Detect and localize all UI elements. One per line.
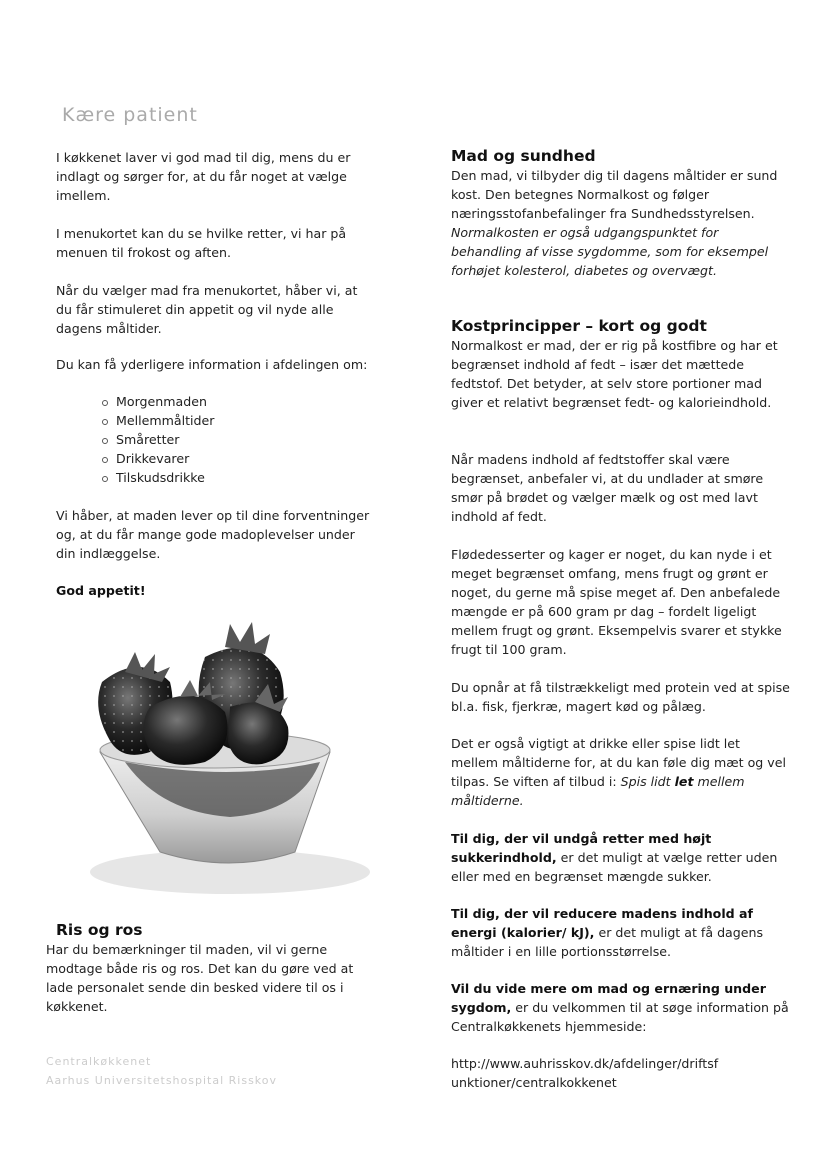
footer-line-2: Aarhus Universitetshospital Risskov — [46, 1074, 278, 1087]
list-item: Mellemmåltider — [102, 411, 214, 430]
kostprincipper-heading: Kostprincipper – kort og godt — [451, 317, 707, 335]
mad-og-sundhed-section — [451, 166, 791, 280]
closing-text: God appetit! — [56, 583, 146, 598]
kostprincipper-paragraph-5: Det er også vigtigt at drikke eller spise lidt let mellem måltiderne for, at du kan føle dig mæt og vel tilpas. Se viften af tilbud i: Spis lidt let mellem måltiderne. — [451, 736, 786, 808]
kostprincipper-paragraph-2: Når madens indhold af fedtstoffer skal være begrænset, anbefaler vi, at du undlader at smøre smør på brødet og vælger mælk og ost med lavt indhold af fedt. — [451, 452, 764, 524]
ris-og-ros-heading: Ris og ros — [56, 921, 143, 939]
appetite-paragraph: Når du vælger mad fra menukortet, håber vi, at du får stimuleret din appetit og vil nyde alle dagens måltider. — [56, 283, 358, 336]
vide-mere-paragraph: Vil du vide mere om mad og ernæring under sygdom, er du velkommen til at søge information på Centralkøkkenets hjemmeside: — [451, 981, 789, 1034]
kostprincipper-paragraph-3: Flødedesserter og kager er noget, du kan nyde i et meget begrænset omfang, mens frugt og grønt er noget, du gerne må spise meget af. Den anbefalede mængde er på 600 gram pr dag – fordelt ligeligt mellem frugt og grønt. Eksempelvis svarer et stykke frugt til 100 gram. — [451, 547, 782, 657]
sukker-paragraph: Til dig, der vil undgå retter med højt sukkerindhold, er det muligt at vælge retter uden eller med en begrænset mængde sukker. — [451, 831, 778, 884]
list-item: Tilskudsdrikke — [102, 468, 214, 487]
hope-paragraph: Vi håber, at maden lever op til dine forventninger og, at du får mange gode madoplevelser under din indlæggelse. — [56, 508, 370, 561]
intro-paragraph: I køkkenet laver vi god mad til dig, mens du er indlagt og sørger for, at du får noget at vælge imellem. — [56, 150, 351, 203]
list-item: Drikkevarer — [102, 449, 214, 468]
bullet-icon — [102, 438, 108, 444]
mad-og-sundhed-italic: Normalkosten er også udgangspunktet for behandling af visse sygdomme, som for eksempel forhøjet kolesterol, diabetes og overvægt. — [451, 225, 769, 278]
list-item: Småretter — [102, 430, 214, 449]
mad-og-sundhed-heading: Mad og sundhed — [451, 147, 596, 165]
info-paragraph: Du kan få yderligere information i afdelingen om: — [56, 357, 368, 372]
mad-og-sundhed-text: Den mad, vi tilbyder dig til dagens måltider er sund kost. Den betegnes Normalkost og følger næringsstofanbefalinger fra Sundhedsstyrelsen. — [451, 168, 778, 221]
bullet-icon — [102, 419, 108, 425]
energi-paragraph: Til dig, der vil reducere madens indhold af energi (kalorier/ kJ), er det muligt at få dagens måltider i en lille portionsstørrelse. — [451, 906, 764, 959]
kostprincipper-paragraph-1: Normalkost er mad, der er rig på kostfibre og har et begrænset indhold af fedt – især det mættede fedtstof. Det betyder, at selv store portioner mad giver et relativt begrænset fedt- og kalorieindhold. — [451, 338, 778, 410]
website-link[interactable]: http://www.auhrisskov.dk/afdelinger/driftsfunktioner/centralkokkenet — [451, 1056, 719, 1090]
menu-paragraph: I menukortet kan du se hvilke retter, vi har på menuen til frokost og aften. — [56, 226, 347, 260]
bullet-icon — [102, 457, 108, 463]
bullet-icon — [102, 476, 108, 482]
strawberries-photo — [30, 612, 380, 902]
info-list — [102, 392, 214, 487]
bullet-icon — [102, 400, 108, 406]
page-title: Kære patient — [62, 104, 198, 126]
list-item: Morgenmaden — [102, 392, 214, 411]
kostprincipper-paragraph-4: Du opnår at få tilstrækkeligt med protein ved at spise bl.a. fisk, fjerkræ, magert kød og pålæg. — [451, 680, 790, 714]
ris-og-ros-text: Har du bemærkninger til maden, vil vi gerne modtage både ris og ros. Det kan du gøre ved at lade personalet sende din besked videre til os i køkkenet. — [46, 942, 354, 1014]
footer-line-1: Centralkøkkenet — [46, 1055, 152, 1068]
